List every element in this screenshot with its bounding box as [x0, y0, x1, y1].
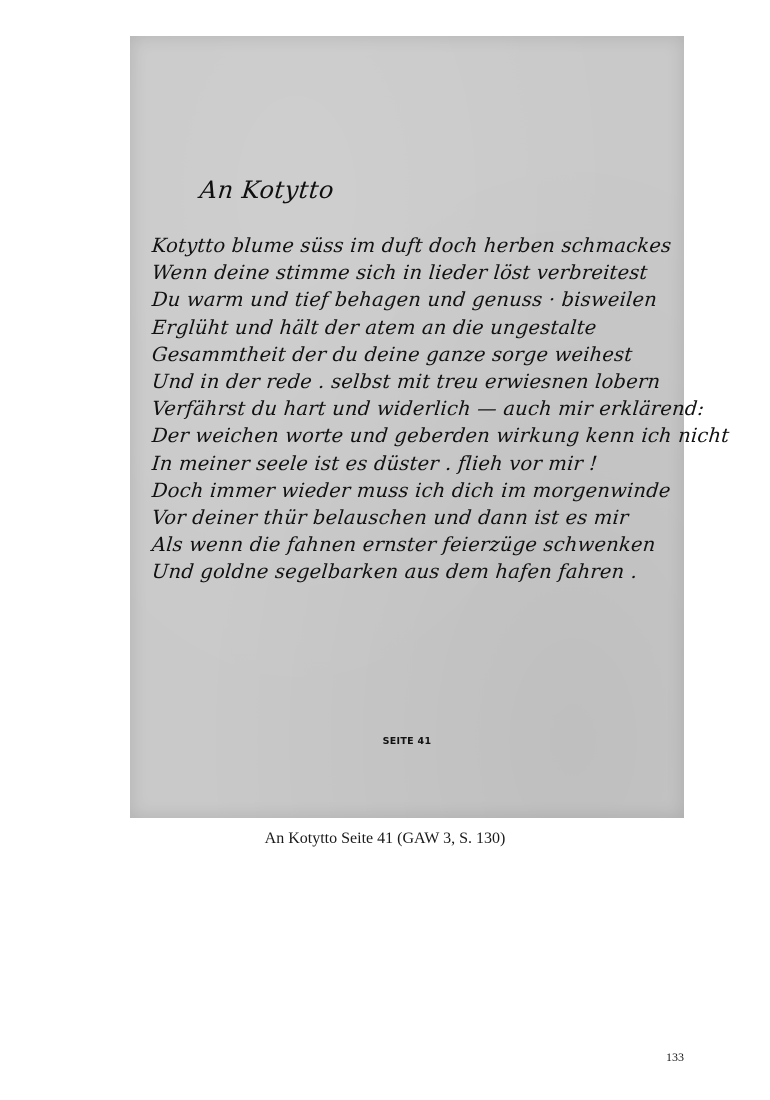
manuscript-line: In meiner seele ist es düster . flieh vor mir ! — [151, 451, 599, 475]
manuscript-line: Der weichen worte und geberden wirkung kenn ich nicht — [151, 424, 731, 448]
manuscript-line: Vor deiner thür belauschen und dann ist es mir — [151, 505, 630, 529]
manuscript-line: Erglüht und hält der atem an die ungestalte — [151, 315, 598, 339]
facsimile-page-label: SEITE 41 — [382, 736, 432, 747]
manuscript-line: Doch immer wieder muss ich dich im morgenwinde — [151, 478, 672, 502]
page-number: 133 — [666, 1050, 684, 1064]
manuscript-line: Kotytto blume süss im duft doch herben schmackes — [151, 234, 673, 257]
manuscript-line: Verfährst du hart und widerlich — auch mir erklärend: — [151, 397, 706, 421]
manuscript-line: Als wenn die fahnen ernster feierzüge schwenken — [151, 533, 657, 557]
manuscript-text — [151, 232, 731, 585]
figure-caption: An Kotytto Seite 41 (GAW 3, S. 130) — [264, 830, 506, 847]
manuscript-line: Gesammtheit der du deine ganze sorge weihest — [151, 342, 634, 366]
manuscript-facsimile — [130, 36, 731, 818]
manuscript-line: Wenn deine stimme sich in lieder löst verbreitest — [151, 261, 649, 285]
manuscript-line: Und goldne segelbarken aus dem hafen fahren . — [151, 560, 639, 584]
manuscript-line: Und in der rede . selbst mit treu erwiesnen lobern — [151, 369, 662, 393]
manuscript-title: An Kotytto — [198, 176, 336, 204]
manuscript-line: Du warm und tief behagen und genuss · bisweilen — [151, 288, 659, 312]
